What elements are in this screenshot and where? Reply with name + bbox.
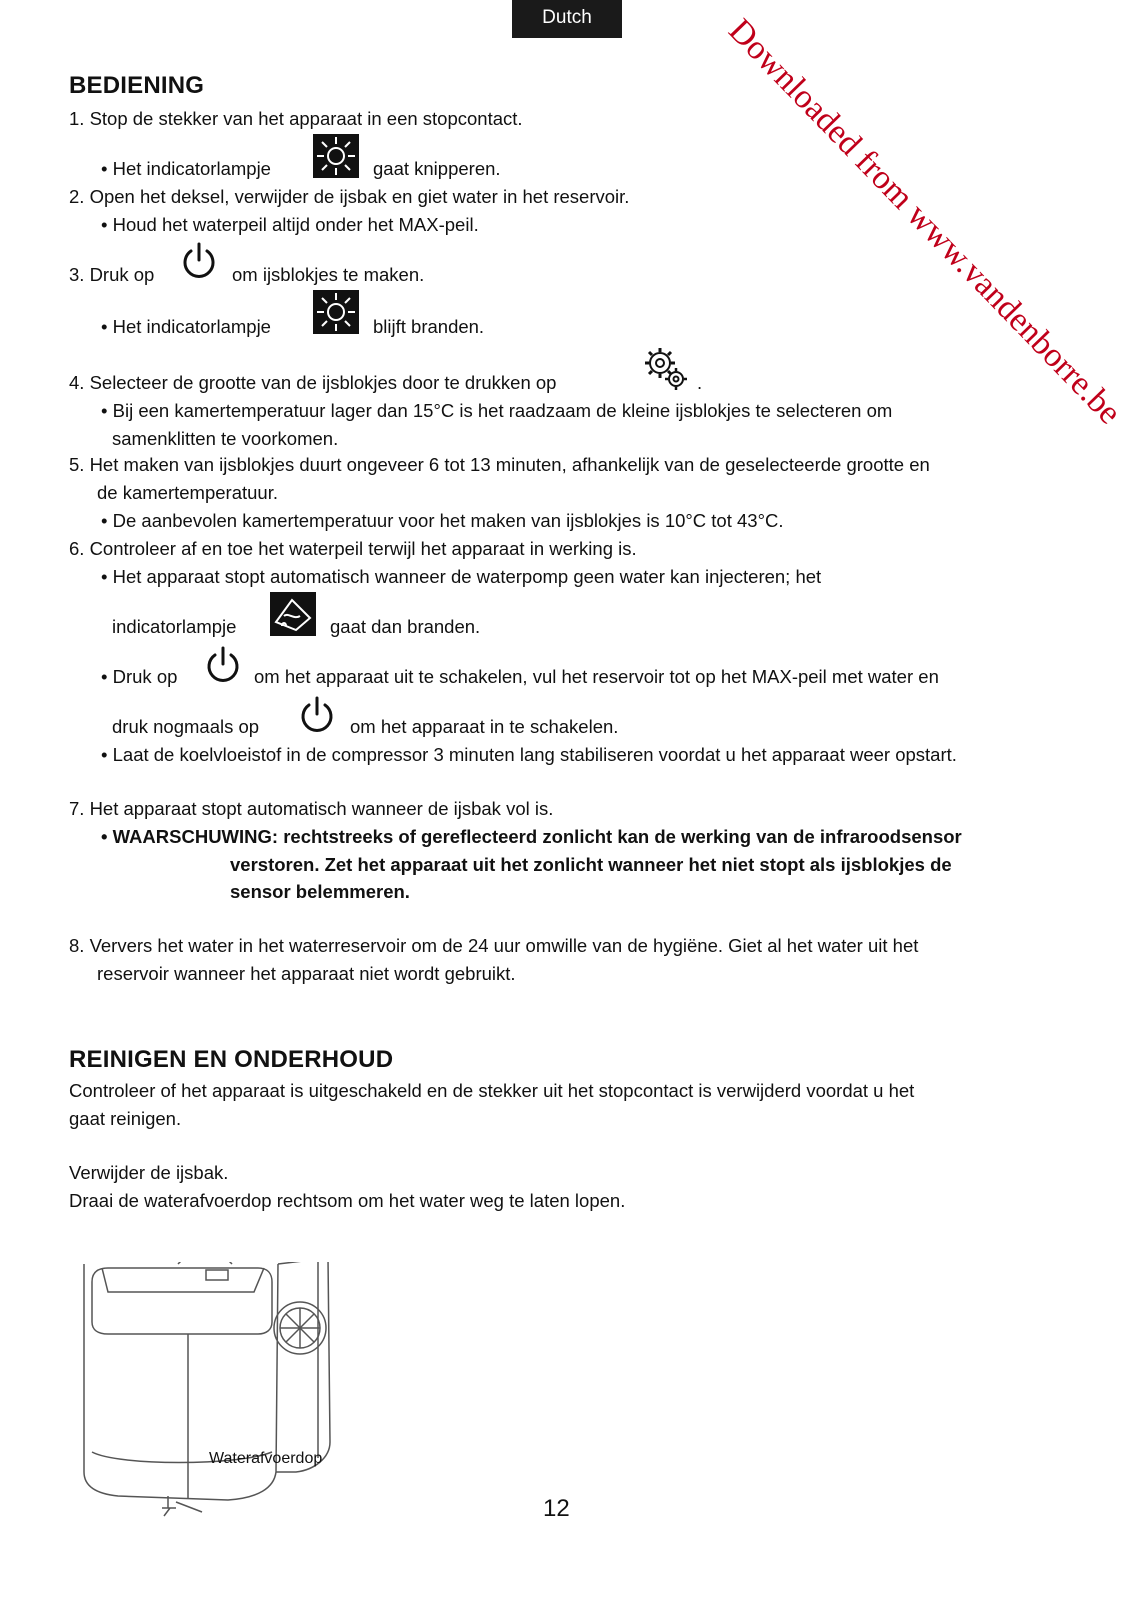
step-3-text: 3. Druk op xyxy=(69,264,155,285)
figure-label: Waterafvoerdop xyxy=(209,1450,323,1467)
step-8-line2: reservoir wanneer het apparaat niet wordt gebruikt. xyxy=(97,963,516,984)
step-5-line1: 5. Het maken van ijsblokjes duurt ongeveer 6 tot 13 minuten, afhankelijk van de geselecteerde grootte en xyxy=(69,454,930,475)
power-icon xyxy=(178,240,220,282)
sun-indicator-icon xyxy=(313,290,359,334)
step-4-bullet-line2: samenklitten te voorkomen. xyxy=(112,428,339,449)
step-6-bullet2-text: • Druk op xyxy=(101,666,178,687)
ice-maker-illustration xyxy=(78,1262,378,1517)
step-1-bullet-text: • Het indicatorlampje xyxy=(101,158,271,179)
step-7: 7. Het apparaat stopt automatisch wanneer de ijsbak vol is. xyxy=(69,798,554,819)
step-5-line2: de kamertemperatuur. xyxy=(97,482,278,503)
step-6-bullet1-line1: • Het apparaat stopt automatisch wanneer de waterpomp geen water kan injecteren; het xyxy=(101,566,822,587)
step-4-text: 4. Selecteer de grootte van de ijsblokjes door te drukken op xyxy=(69,372,557,393)
step-6-bullet2-text-end: om het apparaat uit te schakelen, vul het reservoir tot op het MAX-peil met water en xyxy=(254,666,939,687)
page-number: 12 xyxy=(543,1495,570,1522)
warning-line3: sensor belemmeren. xyxy=(230,881,410,902)
step-6-bullet3: • Laat de koelvloeistof in de compressor 3 minuten lang stabiliseren voordat u het apparaat weer opstart. xyxy=(101,744,957,765)
watermark: Downloaded from www.vandenborre.be xyxy=(721,12,1129,432)
cleaning-para3: Draai de waterafvoerdop rechtsom om het water weg te laten lopen. xyxy=(69,1190,626,1211)
step-6-bullet1-line2: indicatorlampje xyxy=(112,616,237,637)
step-3-bullet-text: • Het indicatorlampje xyxy=(101,316,271,337)
warning-line1: • WAARSCHUWING: rechtstreeks of gereflecteerd zonlicht kan de werking van de infraroodsensor xyxy=(101,826,962,847)
water-pump-indicator-icon xyxy=(270,592,316,636)
step-1: 1. Stop de stekker van het apparaat in een stopcontact. xyxy=(69,108,523,129)
warning-line2: verstoren. Zet het apparaat uit het zonlicht wanneer het niet stopt als ijsblokjes de xyxy=(230,854,952,875)
power-icon xyxy=(202,644,244,686)
step-8-line1: 8. Ververs het water in het waterreservoir om de 24 uur omwille van de hygiëne. Giet al het water uit het xyxy=(69,935,919,956)
step-1-bullet-text-end: gaat knipperen. xyxy=(373,158,501,179)
step-6: 6. Controleer af en toe het waterpeil terwijl het apparaat in werking is. xyxy=(69,538,637,559)
gears-icon xyxy=(640,344,692,394)
section-title-bediening: BEDIENING xyxy=(69,72,205,99)
cleaning-para1-line1: Controleer of het apparaat is uitgeschakeld en de stekker uit het stopcontact is verwijderd voordat u het xyxy=(69,1080,915,1101)
step-2-bullet: • Houd het waterpeil altijd onder het MAX-peil. xyxy=(101,214,479,235)
sun-indicator-icon xyxy=(313,134,359,178)
cleaning-para2: Verwijder de ijsbak. xyxy=(69,1162,229,1183)
step-2: 2. Open het deksel, verwijder de ijsbak en giet water in het reservoir. xyxy=(69,186,630,207)
step-4-bullet-line1: • Bij een kamertemperatuur lager dan 15°C is het raadzaam de kleine ijsblokjes te selecteren om xyxy=(101,400,893,421)
step-6-bullet2-line2: druk nogmaals op xyxy=(112,716,260,737)
step-6-bullet1-line2-end: gaat dan branden. xyxy=(330,616,481,637)
step-3-text-end: om ijsblokjes te maken. xyxy=(232,264,425,285)
section-title-reinigen: REINIGEN EN ONDERHOUD xyxy=(69,1046,394,1073)
step-4-text-end: . xyxy=(697,372,703,393)
step-6-bullet2-line2-end: om het apparaat in te schakelen. xyxy=(350,716,619,737)
step-5-bullet: • De aanbevolen kamertemperatuur voor het maken van ijsblokjes is 10°C tot 43°C. xyxy=(101,510,784,531)
cleaning-para1-line2: gaat reinigen. xyxy=(69,1108,182,1129)
step-3-bullet-text-end: blijft branden. xyxy=(373,316,485,337)
power-icon xyxy=(296,694,338,736)
language-tab: Dutch xyxy=(512,0,622,38)
